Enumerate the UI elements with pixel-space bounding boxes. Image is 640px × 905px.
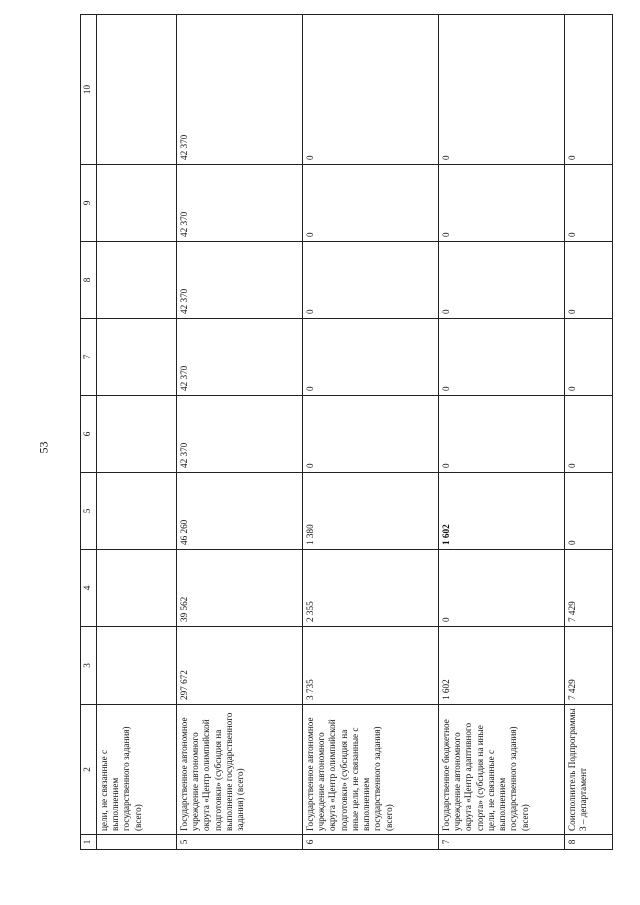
value-cell: 7 429: [565, 550, 613, 627]
table-row: [439, 15, 565, 850]
value-cell: 2 355: [303, 550, 439, 627]
value-cell: 0: [303, 242, 439, 319]
value-cell: 0: [565, 15, 613, 165]
value-cell: 39 562: [177, 550, 303, 627]
value-cell: 0: [439, 396, 565, 473]
value-cell: 42 370: [177, 242, 303, 319]
value-cell: 1 380: [303, 473, 439, 550]
value-cell: 1 602: [439, 473, 565, 550]
row-name: цели, не связанные с выполнением государственного задания) (всего): [97, 705, 177, 835]
value-cell: [97, 627, 177, 705]
row-name: Государственное автономное учреждение автономного округа «Центр олимпийской подготовки» (субсидия на выполнение государственного задания) (всего): [177, 705, 303, 835]
value-cell: 0: [439, 319, 565, 396]
value-cell: 42 370: [177, 396, 303, 473]
value-cell: 46 260: [177, 473, 303, 550]
value-cell: 0: [439, 15, 565, 165]
header-cell: 1: [81, 835, 97, 850]
value-cell: 0: [565, 242, 613, 319]
value-cell: 0: [439, 242, 565, 319]
value-cell: [97, 319, 177, 396]
row-name: Соисполнитель Подпрограммы 3 – департамент: [565, 705, 613, 835]
rotated-table-container: [80, 35, 610, 850]
value-cell: [97, 15, 177, 165]
value-cell: 0: [565, 165, 613, 242]
value-cell: 42 370: [177, 15, 303, 165]
table-row: [97, 15, 177, 850]
value-cell: 3 735: [303, 627, 439, 705]
header-cell: 3: [81, 627, 97, 705]
row-number: 7: [439, 835, 565, 850]
value-cell: [97, 473, 177, 550]
row-number: [97, 835, 177, 850]
header-cell: 9: [81, 165, 97, 242]
header-cell: 7: [81, 319, 97, 396]
value-cell: [97, 165, 177, 242]
value-cell: 0: [565, 473, 613, 550]
value-cell: 0: [303, 165, 439, 242]
page-number: 53: [36, 441, 51, 454]
row-name: Государственное бюджетное учреждение автономного округа «Центр адаптивного спорта» (субсидия на иные цели, не связанные с выполнением государственного задания) (всего): [439, 705, 565, 835]
header-row: [81, 15, 97, 850]
value-cell: 0: [565, 396, 613, 473]
value-cell: 0: [439, 165, 565, 242]
value-cell: 0: [303, 319, 439, 396]
value-cell: 42 370: [177, 319, 303, 396]
table-wrapper: [80, 35, 610, 850]
header-cell: 2: [81, 705, 97, 835]
header-cell: 4: [81, 550, 97, 627]
value-cell: [97, 550, 177, 627]
value-cell: 0: [439, 550, 565, 627]
row-number: 8: [565, 835, 613, 850]
header-cell: 5: [81, 473, 97, 550]
table-row: [177, 15, 303, 850]
value-cell: 297 672: [177, 627, 303, 705]
header-cell: 8: [81, 242, 97, 319]
value-cell: 1 602: [439, 627, 565, 705]
table-row: [303, 15, 439, 850]
value-cell: 42 370: [177, 165, 303, 242]
row-number: 5: [177, 835, 303, 850]
value-cell: [97, 396, 177, 473]
table-row: [565, 15, 613, 850]
value-cell: 0: [303, 15, 439, 165]
header-cell: 10: [81, 15, 97, 165]
row-name: Государственное автономное учреждение автономного округа «Центр олимпийской подготовки» (субсидия на иные цели, не связанные с выполнением государственного задания) (всего): [303, 705, 439, 835]
value-cell: 0: [303, 396, 439, 473]
value-cell: [97, 242, 177, 319]
budget-table: [80, 14, 613, 850]
value-cell: 7 429: [565, 627, 613, 705]
row-number: 6: [303, 835, 439, 850]
header-cell: 6: [81, 396, 97, 473]
value-cell: 0: [565, 319, 613, 396]
